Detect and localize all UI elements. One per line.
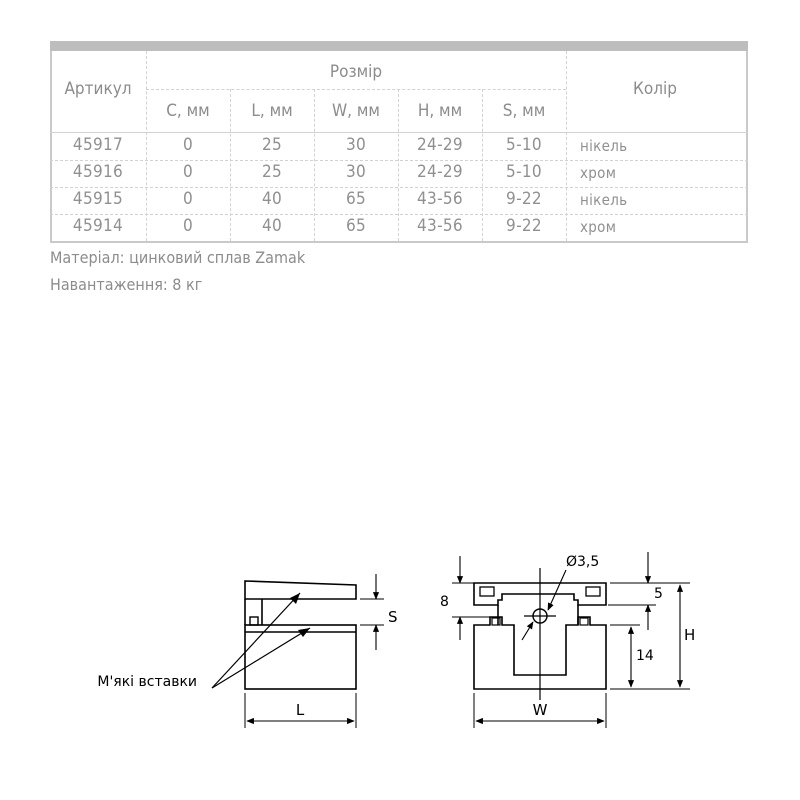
- cell-article: 45914: [72, 216, 124, 236]
- cell-article: 45915: [72, 189, 124, 209]
- material-note: Матеріал: цинковий сплав Zamak: [50, 248, 306, 267]
- dim-hole-label: Ø3,5: [566, 554, 600, 570]
- cell-s: 9-22: [506, 189, 542, 209]
- cell-color: хром: [580, 164, 617, 182]
- cell-c: 0: [182, 135, 194, 155]
- cell-h: 24-29: [417, 135, 463, 155]
- header-article: Артикул: [64, 79, 132, 99]
- cell-c: 0: [182, 189, 194, 209]
- cell-article: 45917: [72, 135, 124, 155]
- cell-s: 5-10: [506, 135, 542, 155]
- dim-h-label: H: [684, 626, 696, 644]
- dim-5-label: 5: [654, 586, 663, 602]
- front-view: [452, 552, 690, 728]
- cell-l: 40: [261, 189, 283, 209]
- cell-s: 5-10: [506, 162, 542, 182]
- cell-l: 40: [261, 216, 283, 236]
- cell-w: 30: [345, 135, 367, 155]
- cell-c: 0: [182, 162, 194, 182]
- cell-h: 24-29: [417, 162, 463, 182]
- header-color: Колір: [633, 79, 677, 99]
- cell-s: 9-22: [506, 216, 542, 236]
- cell-l: 25: [261, 162, 283, 182]
- cell-color: хром: [580, 218, 617, 236]
- cell-h: 43-56: [417, 216, 463, 236]
- cell-w: 65: [345, 216, 367, 236]
- cell-w: 30: [345, 162, 367, 182]
- load-note: Навантаження: 8 кг: [50, 275, 203, 294]
- cell-h: 43-56: [417, 189, 463, 209]
- cell-l: 25: [261, 135, 283, 155]
- header-l: L, мм: [251, 101, 293, 121]
- cell-color: нікель: [580, 137, 628, 155]
- cell-article: 45916: [72, 162, 124, 182]
- dim-l-label: L: [295, 701, 305, 719]
- header-s: S, мм: [502, 101, 546, 121]
- dim-w-label: W: [532, 701, 548, 719]
- header-size: Розмір: [329, 62, 383, 82]
- soft-inserts-label: М'які вставки: [97, 674, 197, 690]
- header-w: W, мм: [332, 101, 380, 121]
- cell-w: 65: [345, 189, 367, 209]
- header-h: H, мм: [417, 101, 463, 121]
- header-c: C, мм: [166, 101, 210, 121]
- cell-c: 0: [182, 216, 194, 236]
- dim-14-label: 14: [636, 648, 654, 664]
- dim-8-label: 8: [440, 594, 449, 610]
- cell-color: нікель: [580, 191, 628, 209]
- dim-s-label: S: [388, 608, 398, 626]
